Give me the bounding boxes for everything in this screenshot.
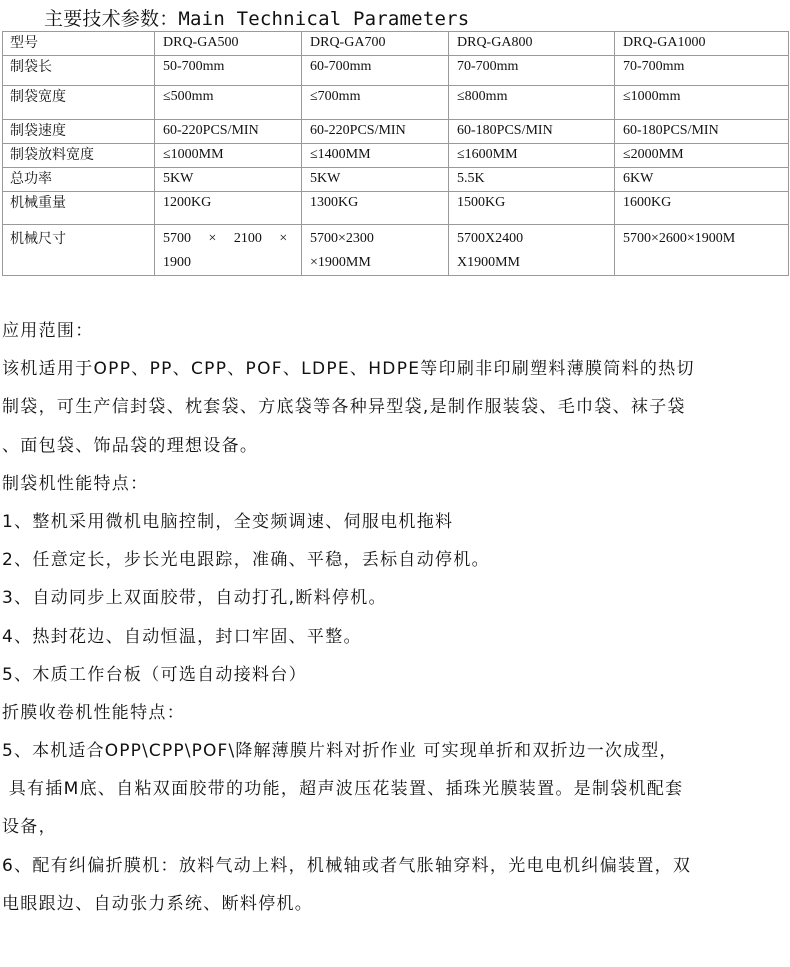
table-cell: 1600KG: [615, 192, 789, 225]
technical-parameters-table: [2, 31, 789, 276]
table-cell: DRQ-GA1000: [615, 32, 789, 56]
table-cell: 5KW: [302, 168, 449, 192]
feature-item: 4、热封花边、自动恒温，封口牢固、平整。: [2, 626, 362, 647]
description-text: [2, 312, 790, 923]
table-row-dimensions: [3, 225, 789, 276]
row-label: 制袋放料宽度: [3, 144, 155, 168]
cell-line: 5700X2400: [457, 231, 524, 246]
row-label: 制袋速度: [3, 120, 155, 144]
feature-item: 5、木质工作台板（可选自动接料台）: [2, 664, 307, 685]
cell-line: 5700 × 2100 ×: [163, 231, 288, 246]
table-row-speed: [3, 120, 789, 144]
table-cell: 70-700mm: [449, 56, 615, 86]
cell-line: X1900MM: [457, 255, 521, 270]
cell-line: ×1900MM: [310, 255, 371, 270]
feature-item-continued: 具有插M底、自粘双面胶带的功能，超声波压花装置、插珠光膜装置。是制袋机配套: [2, 779, 684, 800]
table-cell: [615, 225, 789, 276]
table-cell: ≤1000MM: [155, 144, 302, 168]
table-cell: ≤2000MM: [615, 144, 789, 168]
table-cell: 1200KG: [155, 192, 302, 225]
table-row-unwind-width: [3, 144, 789, 168]
paragraph-line: 该机适用于OPP、PP、CPP、POF、LDPE、HDPE等印刷非印刷塑料薄膜筒料的热切: [2, 359, 695, 380]
table-cell: [155, 225, 302, 276]
paragraph-line: 制袋，可生产信封袋、枕套袋、方底袋等各种异型袋,是制作服装袋、毛巾袋、袜子袋: [2, 397, 686, 418]
table-cell: 60-180PCS/MIN: [615, 120, 789, 144]
table-cell: DRQ-GA800: [449, 32, 615, 56]
paragraph-line: 、面包袋、饰品袋的理想设备。: [2, 435, 259, 456]
section-heading-bag-machine-features: 制袋机性能特点：: [2, 473, 149, 494]
table-cell: ≤500mm: [155, 86, 302, 120]
row-label: 型号: [3, 32, 155, 56]
table-cell: 60-220PCS/MIN: [302, 120, 449, 144]
row-label: 机械尺寸: [3, 225, 155, 276]
table-cell: DRQ-GA700: [302, 32, 449, 56]
cell-line: 5700×2300: [310, 231, 374, 246]
table-cell: ≤1600MM: [449, 144, 615, 168]
page-title: 主要技术参数：Main Technical Parameters: [44, 8, 470, 30]
table-row-power: [3, 168, 789, 192]
feature-item: 5、本机适合OPP\CPP\POF\降解薄膜片料对折作业 可实现单折和双折边一次成型，: [2, 741, 678, 762]
feature-item: 3、自动同步上双面胶带，自动打孔,断料停机。: [2, 588, 387, 609]
table-cell: ≤1000mm: [615, 86, 789, 120]
section-heading-folding-machine-features: 折膜收卷机性能特点：: [2, 702, 185, 723]
table-row-weight: [3, 192, 789, 225]
table-cell: ≤1400MM: [302, 144, 449, 168]
table-cell: 5.5K: [449, 168, 615, 192]
table-row-model: [3, 32, 789, 56]
section-heading-application: 应用范围：: [2, 321, 94, 341]
table-cell: [302, 225, 449, 276]
table-cell: 1500KG: [449, 192, 615, 225]
table-cell: 50-700mm: [155, 56, 302, 86]
feature-item-continued: 电眼跟边、自动张力系统、断料停机。: [2, 893, 314, 914]
feature-item-continued: 设备，: [2, 817, 57, 838]
table-cell: 60-700mm: [302, 56, 449, 86]
feature-item: 6、配有纠偏折膜机：放料气动上料，机械轴或者气胀轴穿料，光电电机纠偏装置，双: [2, 855, 692, 876]
table-cell: 60-180PCS/MIN: [449, 120, 615, 144]
cell-line: 1900: [163, 255, 191, 270]
table-cell: 1300KG: [302, 192, 449, 225]
table-cell: DRQ-GA500: [155, 32, 302, 56]
row-label: 制袋长: [3, 56, 155, 86]
cell-line: 5700×2600×1900M: [623, 231, 736, 246]
table-cell: 6KW: [615, 168, 789, 192]
table-row-bag-length: [3, 56, 789, 86]
table-cell: ≤800mm: [449, 86, 615, 120]
table-cell: 60-220PCS/MIN: [155, 120, 302, 144]
table-row-bag-width: [3, 86, 789, 120]
table-cell: 5KW: [155, 168, 302, 192]
row-label: 机械重量: [3, 192, 155, 225]
row-label: 制袋宽度: [3, 86, 155, 120]
feature-item: 2、任意定长，步长光电跟踪，准确、平稳，丢标自动停机。: [2, 550, 490, 571]
row-label: 总功率: [3, 168, 155, 192]
feature-item: 1、整机采用微机电脑控制，全变频调速、伺服电机拖料: [2, 511, 454, 532]
table-cell: 70-700mm: [615, 56, 789, 86]
table-cell: ≤700mm: [302, 86, 449, 120]
table-cell: [449, 225, 615, 276]
